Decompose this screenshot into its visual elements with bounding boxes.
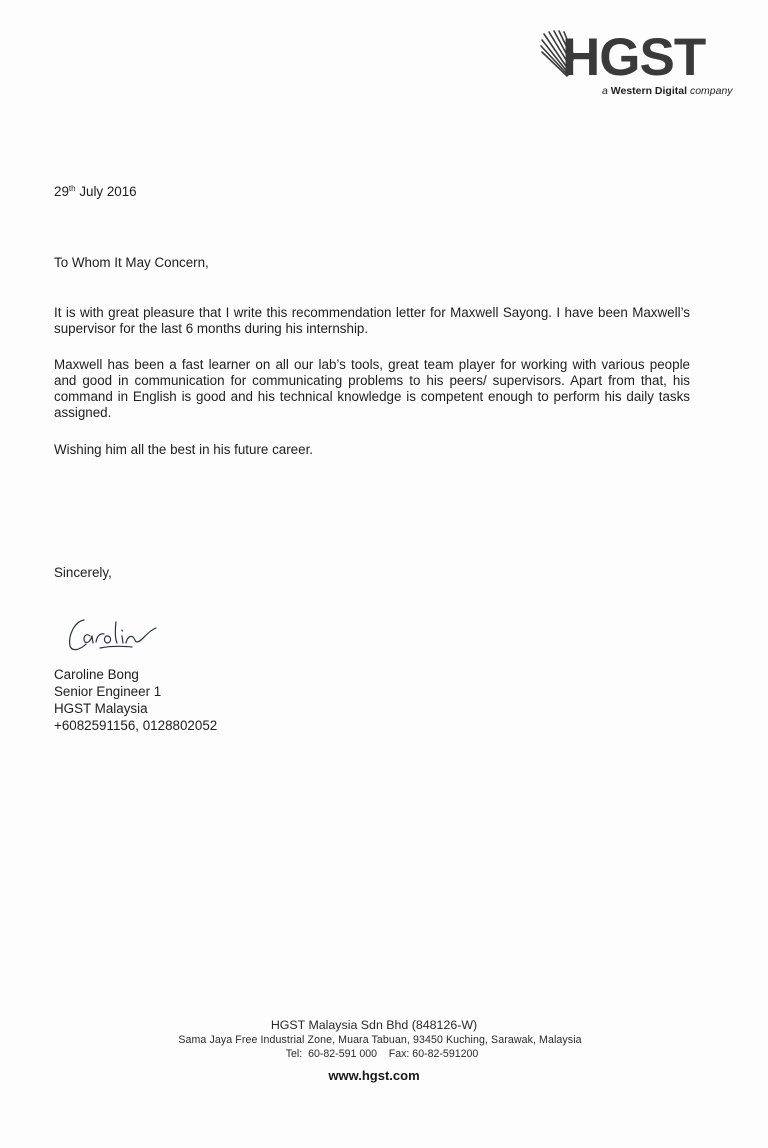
paragraph-1: It is with great pleasure that I write this recommendation letter for Maxwell Sayong. I have been Maxwell’s supervisor for the last 6 months during his internship. xyxy=(54,305,690,336)
paragraph-2: Maxwell has been a fast learner on all our lab’s tools, great team player for working with various people and good in communication for communicating problems to his peers/ supervisors. Apart from that, his command in English is good and his technical knowledge is competent enough to perform his daily tasks assigned. xyxy=(54,357,690,420)
footer-website: www.hgst.com xyxy=(328,1068,420,1083)
signatory-phone: +6082591156, 0128802052 xyxy=(54,718,218,733)
signatory-name: Caroline Bong xyxy=(54,667,139,682)
footer-company: HGST Malaysia Sdn Bhd (848126-W) xyxy=(270,1018,478,1032)
signatory-block xyxy=(54,666,217,734)
logo-wordmark: HGST xyxy=(562,28,706,87)
footer-phone-fax: Tel: 60-82-591 000 Fax: 60-82-591200 xyxy=(285,1048,479,1060)
paragraph-3: Wishing him all the best in his future career. xyxy=(54,442,314,457)
footer-address: Sama Jaya Free Industrial Zone, Muara Tabuan, 93450 Kuching, Sarawak, Malaysia xyxy=(178,1034,582,1046)
letter-date: 29th July 2016 xyxy=(54,184,137,199)
closing: Sincerely, xyxy=(54,565,112,580)
hgst-logo xyxy=(540,28,745,100)
handwritten-signature xyxy=(60,602,170,658)
logo-tagline: a Western Digital company xyxy=(602,85,733,97)
signatory-title: Senior Engineer 1 xyxy=(54,684,162,699)
signatory-company: HGST Malaysia xyxy=(54,701,148,716)
salutation: To Whom It May Concern, xyxy=(54,255,209,270)
